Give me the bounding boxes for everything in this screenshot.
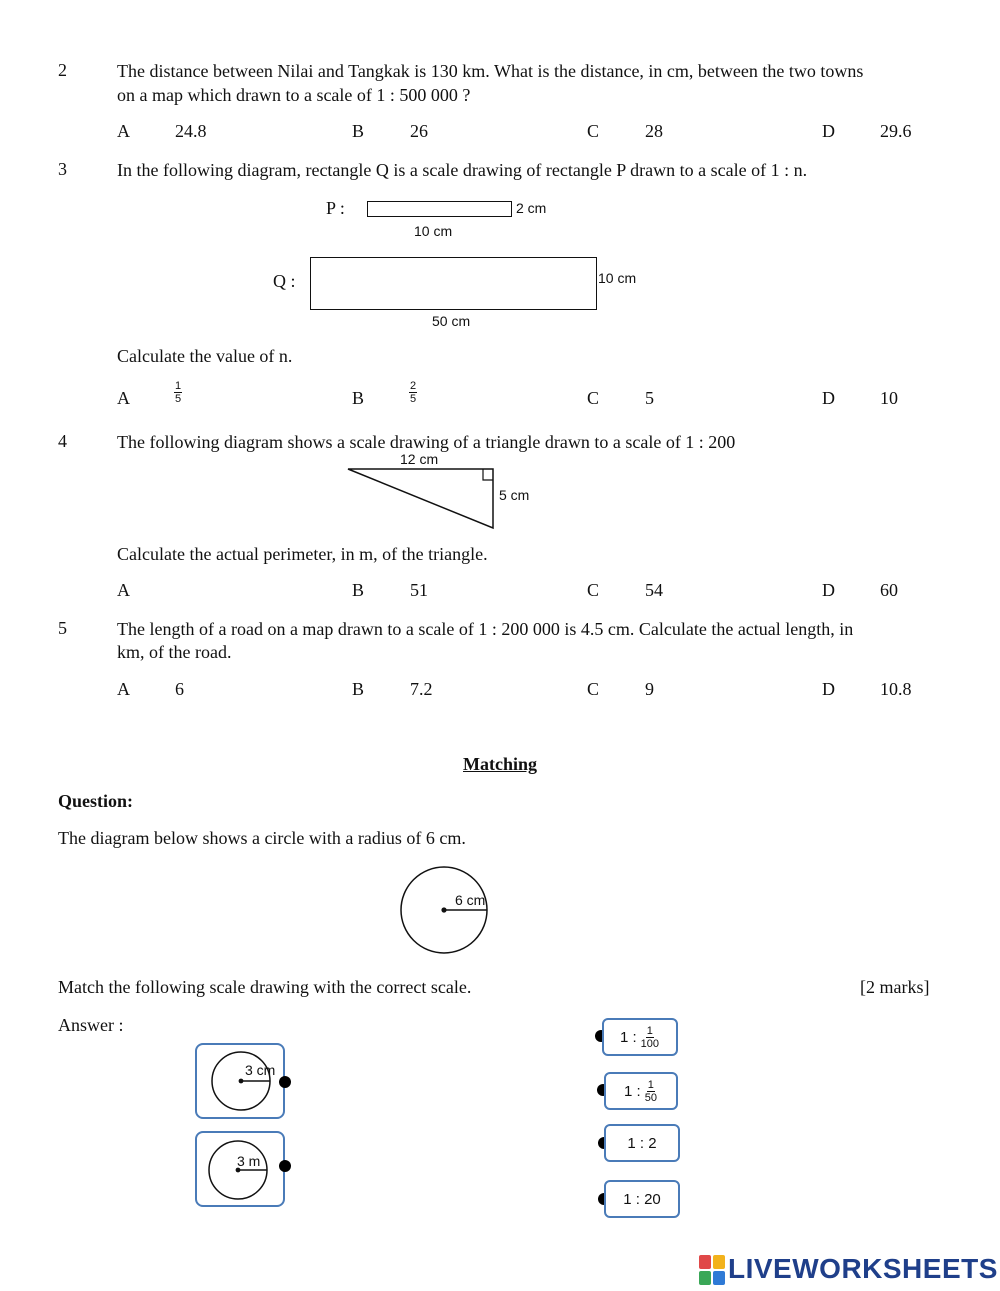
drawing-3m-connector-dot[interactable] [279,1160,291,1172]
rectangle-q-width-label: 50 cm [432,313,471,329]
question-2-option-d-letter: D [822,121,835,141]
question-4-text-line1: The following diagram shows a scale drawing of a triangle drawn to a scale of 1 : 200 [117,432,736,452]
question-5-option-c-letter: C [587,679,600,699]
question-4-option-d-value: 60 [880,580,898,600]
scale-card-1-20-text: 1 : 20 [623,1190,661,1208]
triangle-side-label: 5 cm [499,487,530,503]
question-5-option-b-value: 7.2 [410,679,433,699]
marks-label: [2 marks] [860,977,930,997]
question-3-option-c-value: 5 [645,388,654,408]
scale-card-1-100-fraction: $\frac{1}{100}$ [640,1024,660,1050]
scale-card-1-2[interactable] [604,1124,680,1162]
rectangle-p-height-label: 2 cm [516,200,547,216]
question-2-text-line1: The distance between Nilai and Tangkak is 130 km. What is the distance, in cm, between the two towns [117,61,864,81]
drawing-3cm-connector-dot[interactable] [279,1076,291,1088]
drawing-card-3cm-label: 3 cm [245,1062,276,1078]
question-4-prompt: Calculate the actual perimeter, in m, of the triangle. [117,544,488,564]
question-5-text-line2: km, of the road. [117,642,232,662]
right-triangle-diagram [340,464,500,534]
question-2-option-c-letter: C [587,121,600,141]
question-4-option-c-letter: C [587,580,600,600]
drawing-card-3m[interactable] [195,1131,285,1207]
question-3-option-a-fraction: $\frac{1}{5}$ [175,380,182,405]
scale-card-1-50[interactable] [604,1072,678,1110]
question-4-option-a-letter: A [117,580,130,600]
question-4-option-d-letter: D [822,580,835,600]
question-5-text-line1: The length of a road on a map drawn to a scale of 1 : 200 000 is 4.5 cm. Calculate the actual length, in [117,619,854,639]
question-3-option-b-fraction: $\frac{2}{5}$ [410,380,417,405]
question-4-number: 4 [58,431,67,451]
matching-instruction: Match the following scale drawing with the correct scale. [58,977,472,997]
question-2-option-b-value: 26 [410,121,428,141]
drawing-card-3m-label: 3 m [237,1153,261,1169]
question-5-option-a-value: 6 [175,679,184,699]
right-angle-marker [483,469,493,480]
scale-card-1-2-text: 1 : 2 [627,1134,657,1152]
question-4-option-c-value: 54 [645,580,663,600]
question-2-text-line2: on a map which drawn to a scale of 1 : 500 000 ? [117,85,471,105]
question-3-option-d-letter: D [822,388,835,408]
question-5-option-d-value: 10.8 [880,679,912,699]
rectangle-p [367,201,512,217]
question-3-text-line1: In the following diagram, rectangle Q is a scale drawing of rectangle P drawn to a scale of 1 : n. [117,160,808,180]
question-3-option-c-letter: C [587,388,600,408]
question-4-option-b-letter: B [352,580,365,600]
triangle-shape [348,469,493,528]
drawing-card-3cm[interactable] [195,1043,285,1119]
question-5-option-d-letter: D [822,679,835,699]
question-2-option-d-value: 29.6 [880,121,912,141]
question-2-option-c-value: 28 [645,121,663,141]
question-3-option-b-letter: B [352,388,365,408]
question-4-option-b-value: 51 [410,580,428,600]
scale-card-1-50-prefix: 1 : [624,1082,641,1100]
rectangle-q-height-label: 10 cm [598,270,637,286]
question-3-number: 3 [58,159,67,179]
question-5-option-a-letter: A [117,679,130,699]
scale-card-1-50-fraction: $\frac{1}{50}$ [644,1078,657,1104]
question-3-prompt: Calculate the value of n. [117,346,293,366]
reference-circle-diagram [394,864,494,956]
reference-circle-radius-label: 6 cm [455,892,486,908]
question-5-option-c-value: 9 [645,679,654,699]
matching-description: The diagram below shows a circle with a radius of 6 cm. [58,828,466,848]
scale-card-1-100-prefix: 1 : [619,1028,637,1046]
rectangle-p-width-label: 10 cm [414,223,453,239]
triangle-top-label: 12 cm [400,451,439,467]
question-2-number: 2 [58,60,67,80]
question-5-option-b-letter: B [352,679,365,699]
small-circle-diagram [197,1045,283,1117]
small-circle-diagram [197,1133,283,1205]
question-3-option-d-value: 10 [880,388,898,408]
scale-card-1-100[interactable] [602,1018,678,1056]
question-2-option-b-letter: B [352,121,365,141]
matching-question-label: Question: [58,791,134,811]
liveworksheets-logo-icon [699,1255,725,1285]
question-5-number: 5 [58,618,67,638]
rectangle-q [310,257,597,310]
liveworksheets-brand: LIVEWORKSHEETS [728,1253,998,1284]
question-2-option-a-value: 24.8 [175,121,207,141]
matching-heading: Matching [463,754,537,774]
question-2-option-a-letter: A [117,121,130,141]
rectangle-p-label: P : [326,198,345,218]
rectangle-q-label: Q : [273,271,296,291]
answer-label: Answer : [58,1015,124,1035]
scale-card-1-20[interactable] [604,1180,680,1218]
question-3-option-a-letter: A [117,388,130,408]
